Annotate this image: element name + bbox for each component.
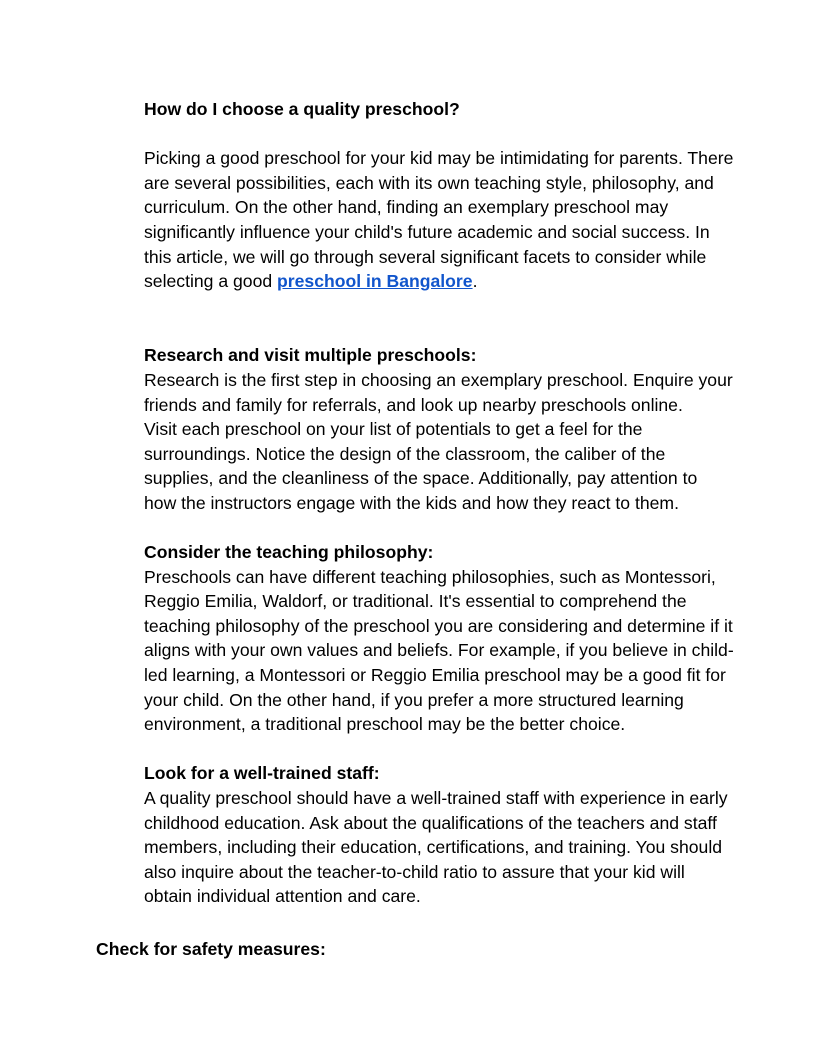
section-paragraph: Preschools can have different teaching philosophies, such as Montessori,: [144, 566, 716, 587]
document-title: How do I choose a quality preschool?: [144, 99, 460, 119]
intro-paragraph: [144, 146, 734, 294]
section-heading-staff: Look for a well-trained staff:: [144, 763, 380, 784]
section-heading-philosophy: Consider the teaching philosophy:: [144, 542, 434, 563]
section-paragraph: Reggio Emilia, Waldorf, or traditional. It's essential to comprehend the teaching philosophy of the preschool you are considering and determine if it aligns with your own values and beliefs. For example, if you believe in child-led learning, a Montessori or Reggio Emilia preschool may be a good fit for your child. On the other hand, if you prefer a more structured learning environment, a traditional preschool may be the better choice.: [144, 591, 734, 735]
document-body: [144, 97, 734, 909]
section-heading-research: Research and visit multiple preschools:: [144, 345, 477, 366]
section-paragraph: also inquire about the teacher-to-child ratio to assure that your kid will obtain individual attention and care.: [144, 861, 685, 907]
spacer: [144, 122, 734, 147]
section-heading-safety: Check for safety measures:: [96, 939, 326, 959]
section-paragraph: Research is the first step in choosing an exemplary preschool. Enquire your friends and family for referrals, and look up nearby preschools online.: [144, 369, 733, 415]
section-paragraph: A quality preschool should have a well-trained staff with experience in early childhood education. Ask about the qualifications of the teachers and staff members, including their education, certifications, and training. You should: [144, 788, 728, 858]
spacer: [144, 516, 734, 541]
intro-text: Picking a good preschool for your kid may be intimidating for parents. There are several possibilities, each with its own teaching style, philosophy, and curriculum. On the other hand, finding an exemplary preschool may significantly influence your child's future academic and social success. In this article, we will go through several significant facets to consider while selecting a good: [144, 148, 734, 292]
section-paragraph: Visit each preschool on your list of potentials to get a feel for the surroundings. Notice the design of the classroom, the caliber of the supplies, and the cleanliness of the space. Additionally, pay attention to how the instructors engage with the kids and how they react to them.: [144, 419, 698, 513]
intro-end: .: [472, 271, 478, 292]
spacer: [144, 737, 734, 762]
preschool-in-bangalore-link[interactable]: preschool in Bangalore: [277, 271, 473, 292]
spacer: [144, 294, 734, 344]
